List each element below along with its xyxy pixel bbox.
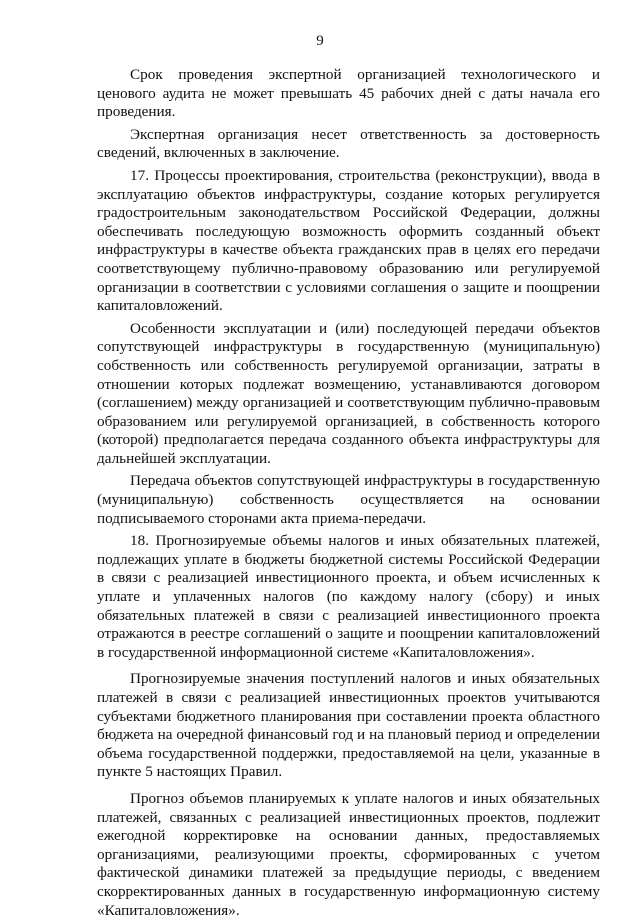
paragraph-17-infrastructure-processes: 17. Процессы проектирования, строительства (реконструкции), ввода в эксплуатацию объектов инфраструктуры, создание которых регулируется градостроительным законодательством Российской Федерации, должны обеспечивать последующую возможность оформить созданный объект инфраструктуры в качестве объекта гражданских прав в целях его передачи соответствующему публично-правовому образованию или регулируемой организации в соответствии с условиями соглашения о защите и поощрении капиталовложений. [97,166,600,315]
paragraph-audit-duration: Срок проведения экспертной организацией технологического и ценового аудита не может превышать 45 рабочих дней с даты начала его проведения. [97,66,600,121]
document-body [97,66,600,924]
page-number: 9 [316,33,324,49]
paragraph-infrastructure-transfer-act: Передача объектов сопутствующей инфраструктуры в государственную (муниципальную) собственность осуществляется на основании подписываемого сторонами акта приема-передачи. [97,472,600,527]
paragraph-expert-responsibility: Экспертная организация несет ответственность за достоверность сведений, включенных в заключение. [97,125,600,162]
paragraph-18-tax-forecast: 18. Прогнозируемые объемы налогов и иных обязательных платежей, подлежащих уплате в бюджеты бюджетной системы Российской Федерации в связи с реализацией инвестиционного проекта, и объем исчисленных к уплате и уплаченных налогов (по каждому налогу (сбору) и иных обязательных платежей в связи с реализацией инвестиционного проекта отражаются в реестре соглашений о защите и поощрении капиталовложений в государственной информационной системе «Капиталовложения». [97,532,600,661]
paragraph-infrastructure-transfer-features: Особенности эксплуатации и (или) последующей передачи объектов сопутствующей инфраструктуры в государственную (муниципальную) собственность или собственность регулируемой организации, затраты в отношении которых подлежат возмещению, устанавливаются договором (соглашением) между организацией и соответствующим публично-правовым образованием или регулируемой организацией, в собственность которого (которой) предполагается передача созданного объекта инфраструктуры для дальнейшей эксплуатации. [97,319,600,467]
paragraph-forecast-annual-adjustment: Прогноз объемов планируемых к уплате налогов и иных обязательных платежей, связанных с реализацией инвестиционных проектов, подлежит ежегодной корректировке на основании данных, предоставляемых организациями, реализующими проекты, сформированных с учетом фактической динамики платежей за предыдущие периоды, с введением скорректированных данных в государственную информационную систему «Капиталовложения». [97,789,600,919]
paragraph-forecast-budget-planning: Прогнозируемые значения поступлений налогов и иных обязательных платежей в связи с реализацией инвестиционных проектов учитываются субъектами бюджетного планирования при составлении проекта областного бюджета на очередной финансовый год и на плановый период и определении объема государственной поддержки, предоставляемой на цели, указанные в пункте 5 настоящих Правил. [97,670,600,781]
